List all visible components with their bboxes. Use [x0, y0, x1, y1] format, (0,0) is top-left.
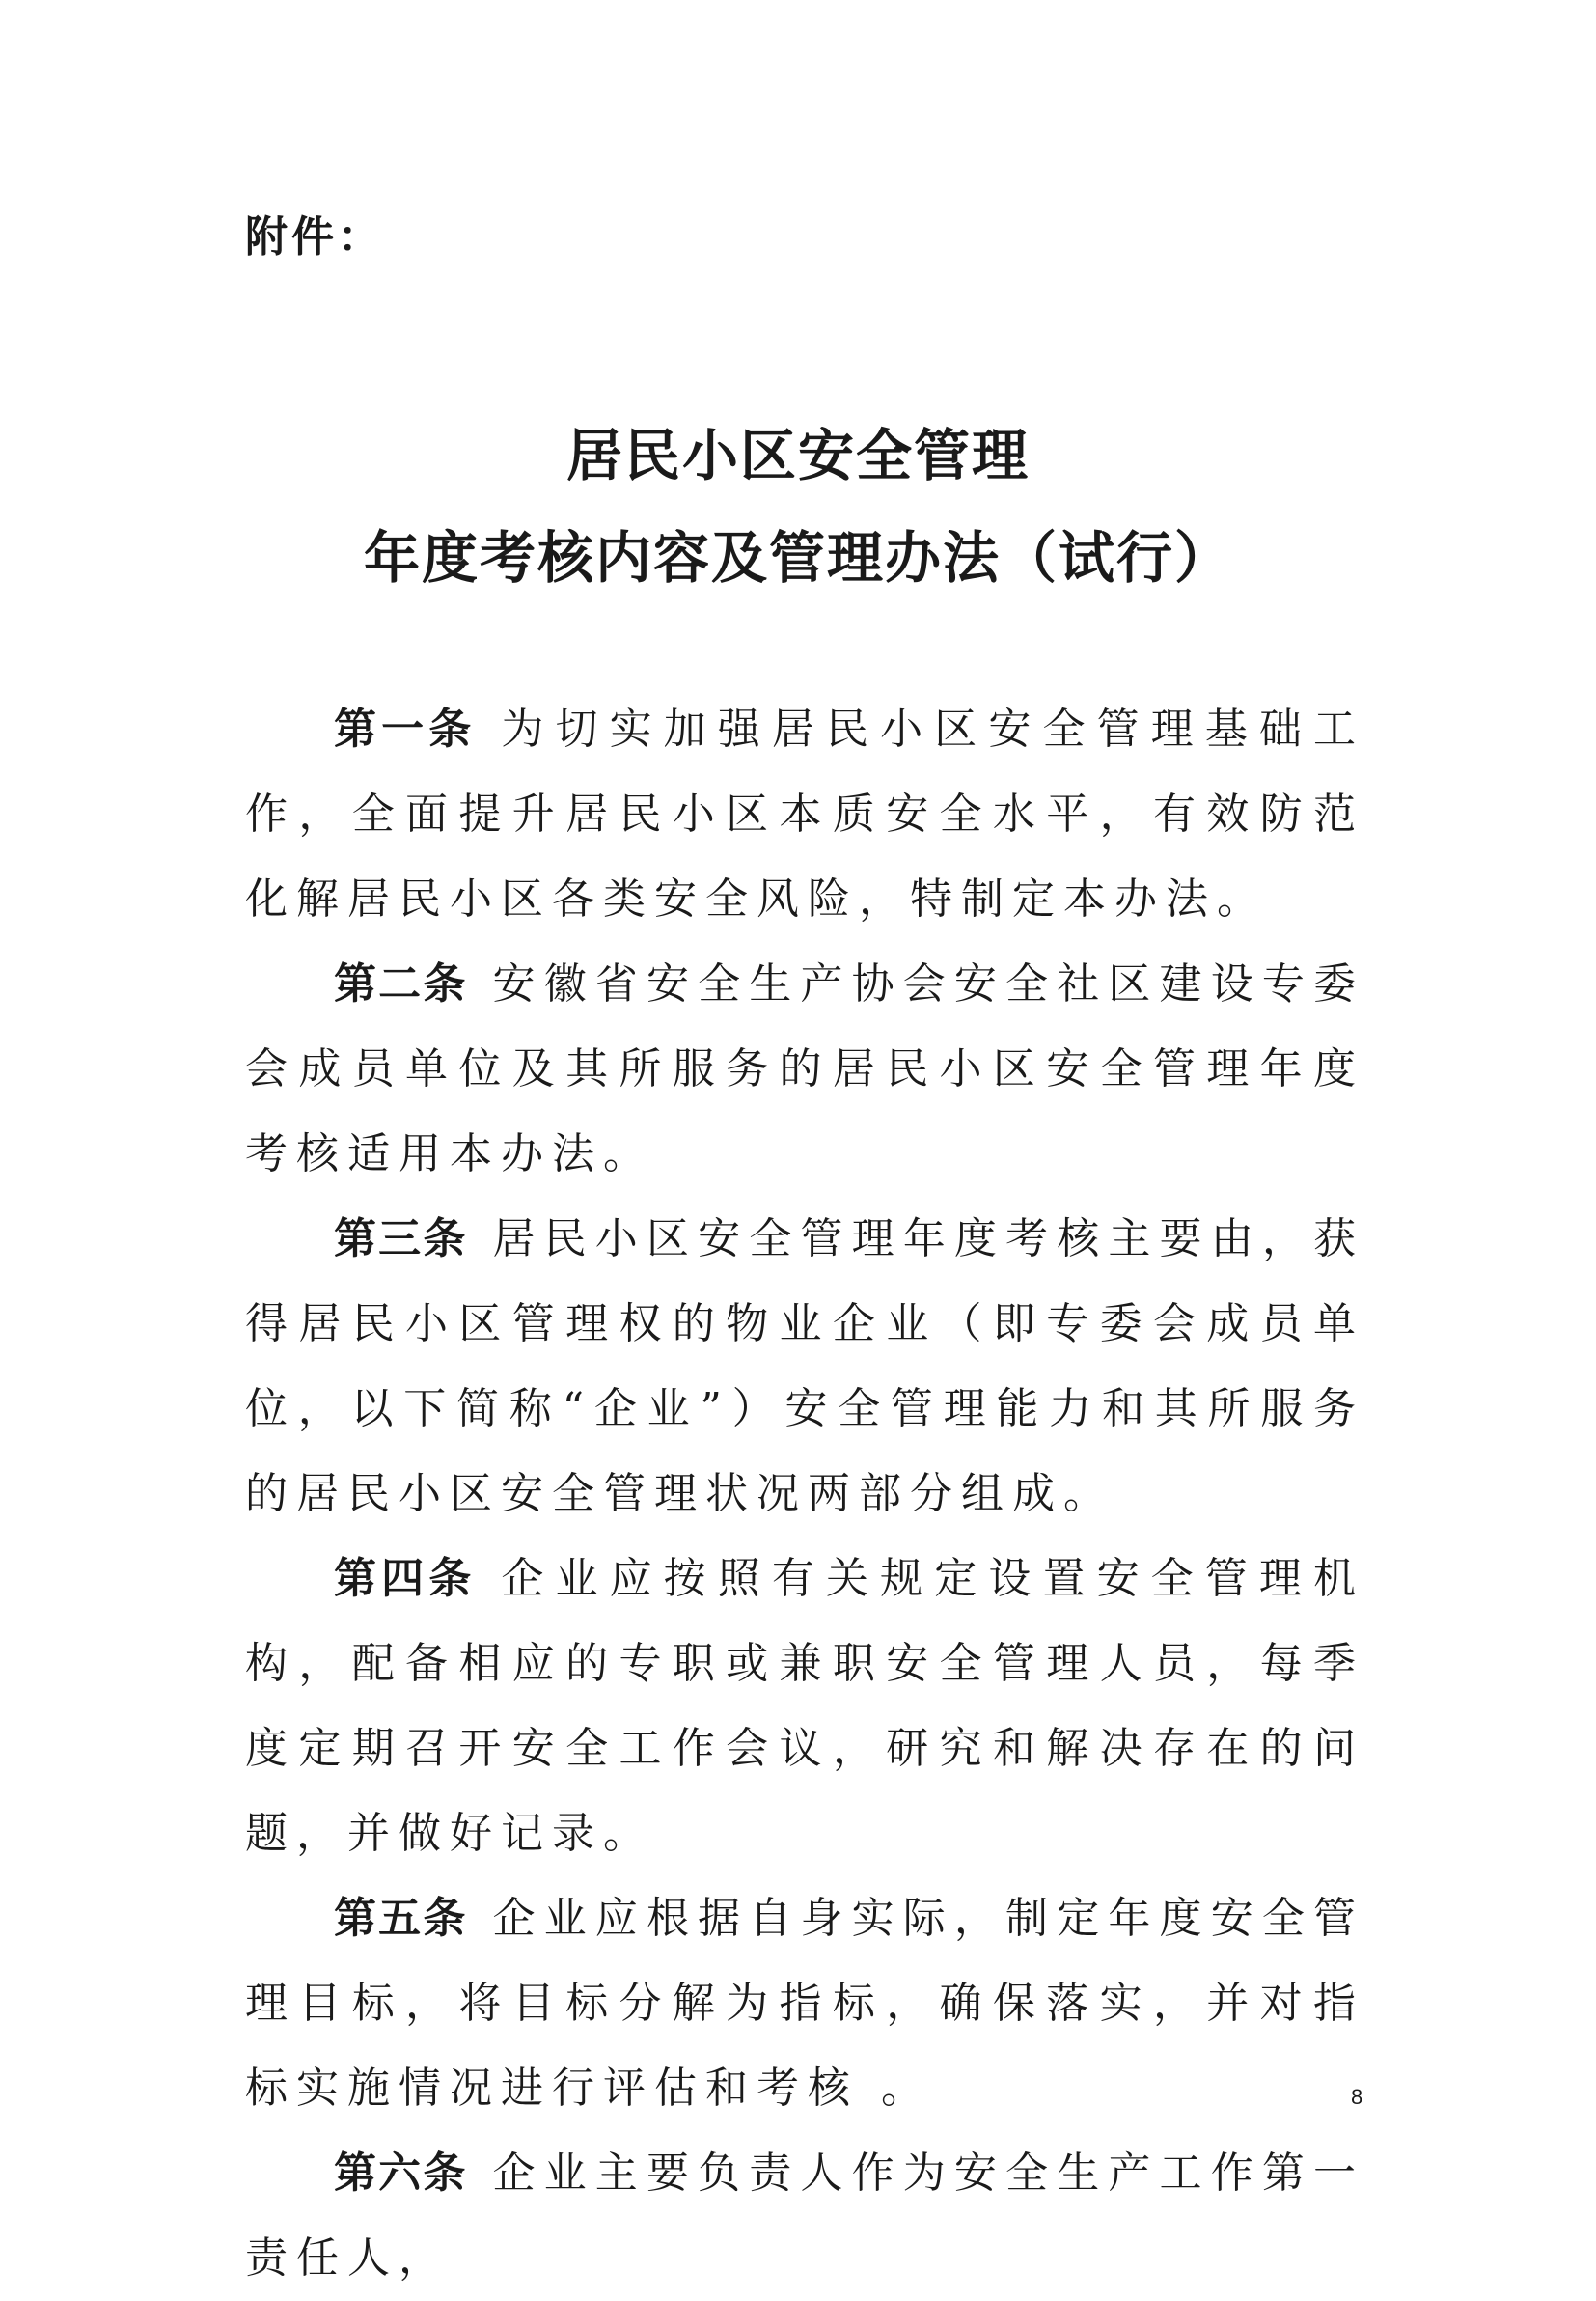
- article-3: [245, 1197, 1364, 1537]
- article-text: 企业应按照有关规定设置安全管理机构，配备相应的专职或兼职安全管理人员，每季度定期召开安全工作会议，研究和解决存在的问题，并做好记录。: [245, 1554, 1365, 1858]
- document-title-line-1: 居民小区安全管理: [565, 423, 1030, 488]
- article-number: 第四条: [334, 1554, 477, 1603]
- page-number: 8: [1351, 2085, 1363, 2109]
- article-text: 安徽省安全生产协会安全社区建设专委会成员单位及其所服务的居民小区安全管理年度考核适用本办法。: [245, 959, 1365, 1178]
- article-1: [245, 687, 1364, 942]
- article-text: 企业应根据自身实际，制定年度安全管理目标，将目标分解为指标，确保落实，并对指标实施情况进行评估和考核 。: [245, 1894, 1365, 2113]
- attachment-label: 附件：: [245, 212, 384, 262]
- article-number: 第一条: [334, 705, 477, 754]
- article-number: 第五条: [334, 1894, 468, 1943]
- article-number: 第三条: [334, 1214, 468, 1263]
- article-2: [245, 942, 1364, 1197]
- article-6: [245, 2131, 1364, 2301]
- article-number: 第二条: [334, 959, 468, 1009]
- article-4: [245, 1537, 1364, 1876]
- article-text: 为切实加强居民小区安全管理基础工作，全面提升居民小区本质安全水平，有效防范化解居民小区各类安全风险，特制定本办法。: [245, 705, 1365, 924]
- document-body: [245, 687, 1364, 2301]
- document-title-line-2: 年度考核内容及管理办法（试行）: [363, 525, 1232, 591]
- article-5: [245, 1876, 1364, 2131]
- article-number: 第六条: [334, 2149, 468, 2198]
- article-text: 企业主要负责人作为安全生产工作第一责任人，: [245, 2149, 1365, 2283]
- article-text: 居民小区安全管理年度考核主要由，获得居民小区管理权的物业企业（即专委会成员单位，以下简称“企业”）安全管理能力和其所服务的居民小区安全管理状况两部分组成。: [245, 1214, 1365, 1518]
